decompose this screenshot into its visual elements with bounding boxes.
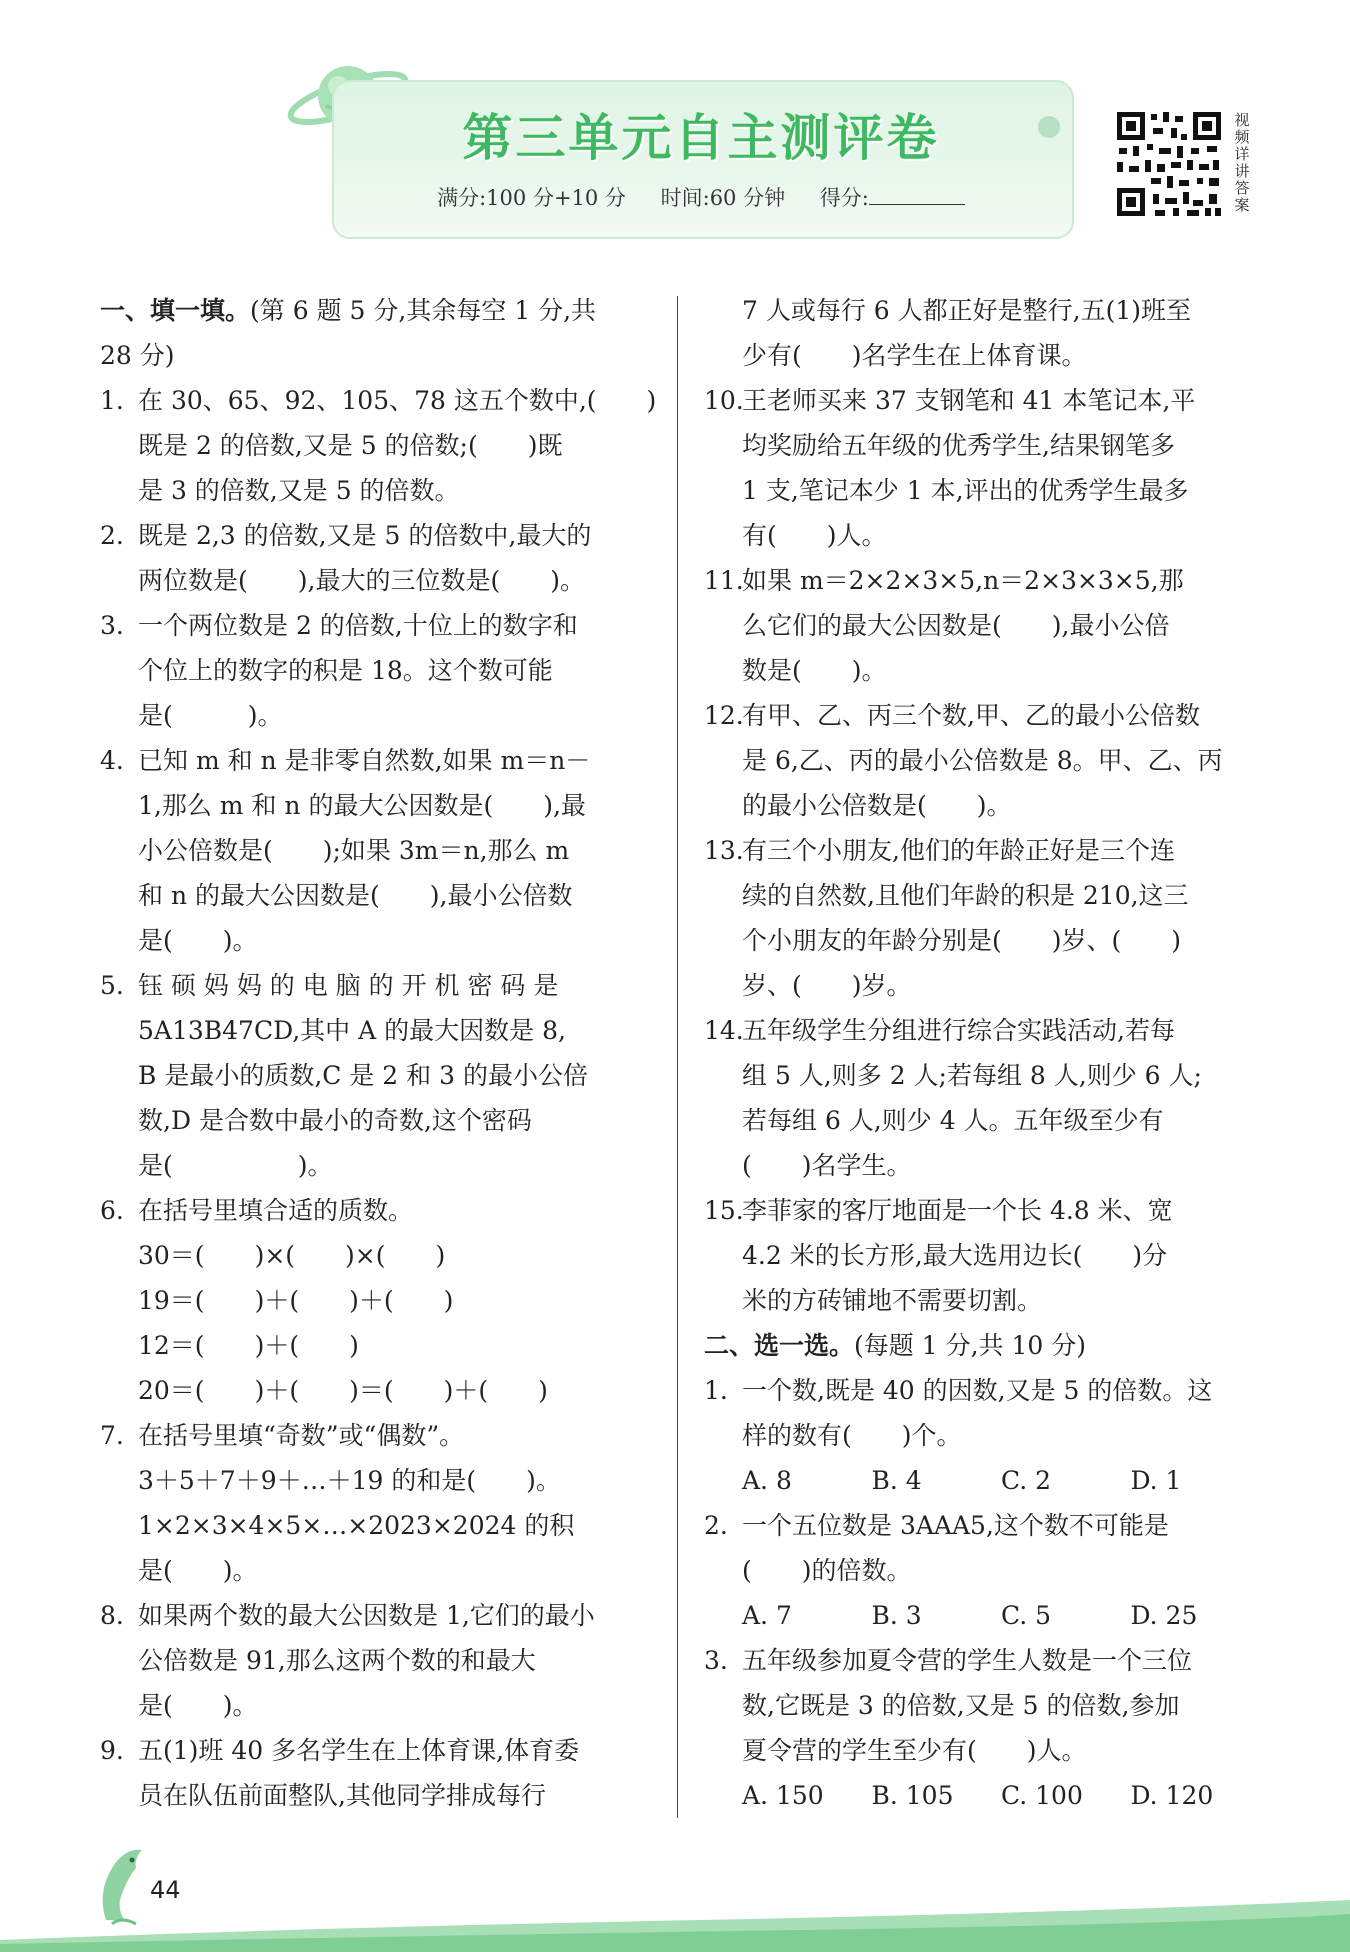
question-6 [100, 1188, 656, 1413]
question-text: 王老师买来 37 支钢笔和 41 本笔记本,平 [742, 386, 1196, 415]
question-number: 15. [704, 1196, 744, 1225]
section-1-note: (第 6 题 5 分,其余每空 1 分,共 [250, 296, 597, 325]
question-10 [704, 378, 1260, 558]
question-text: 1,那么 m 和 n 的最大公因数是( ),最 [138, 791, 586, 820]
question-text: 在括号里填“奇数”或“偶数”。 [138, 1421, 465, 1450]
question-number: 3. [100, 611, 124, 640]
question-text: 个位上的数字的积是 18。这个数可能 [138, 656, 553, 685]
question-text: 夏令营的学生至少有( )人。 [742, 1736, 1087, 1765]
question-text: 若每组 6 人,则少 4 人。五年级至少有 [742, 1106, 1164, 1135]
option-c[interactable]: C. 2 [1001, 1466, 1052, 1495]
score-label: 得分: [819, 186, 869, 210]
question-text: 4.2 米的长方形,最大选用边长( )分 [742, 1241, 1168, 1270]
question-text: 有三个小朋友,他们的年龄正好是三个连 [742, 836, 1175, 865]
question-9-cont: 少有( )名学生在上体育课。 [742, 341, 1087, 370]
question-text: 既是 2,3 的倍数,又是 5 的倍数中,最大的 [138, 521, 592, 550]
question-text: ( )名学生。 [742, 1151, 912, 1180]
option-b[interactable]: B. 3 [871, 1601, 922, 1630]
question-number: 13. [704, 836, 744, 865]
question-14 [704, 1008, 1260, 1188]
option-c[interactable]: C. 5 [1001, 1601, 1052, 1630]
question-text: 有甲、乙、丙三个数,甲、乙的最小公倍数 [742, 701, 1200, 730]
question-13 [704, 828, 1260, 1008]
question-number: 5. [100, 971, 124, 1000]
question-text: 1 支,笔记本少 1 本,评出的优秀学生最多 [742, 476, 1189, 505]
option-d[interactable]: D. 120 [1130, 1781, 1214, 1810]
question-text: 一个两位数是 2 的倍数,十位上的数字和 [138, 611, 578, 640]
question-text: 米的方砖铺地不需要切割。 [742, 1286, 1043, 1315]
section-1-note-cont: 28 分) [100, 341, 175, 370]
question-text: 续的自然数,且他们年龄的积是 210,这三 [742, 881, 1189, 910]
choice-options [704, 1593, 1260, 1638]
score-blank [869, 186, 965, 205]
question-text: 是( )。 [138, 1151, 333, 1180]
question-text: 和 n 的最大公因数是( ),最小公倍数 [138, 881, 573, 910]
full-score-label: 满分:100 分+10 分 [437, 186, 626, 210]
score-field [820, 186, 965, 210]
question-number: 7. [100, 1421, 124, 1450]
question-text: 如果两个数的最大公因数是 1,它们的最小 [138, 1601, 595, 1630]
question-text: B 是最小的质数,C 是 2 和 3 的最小公倍 [138, 1061, 588, 1090]
question-number: 10. [704, 386, 744, 415]
question-text: 么它们的最大公因数是( ),最小公倍 [742, 611, 1170, 640]
question-text: 两位数是( ),最大的三位数是( )。 [138, 566, 585, 595]
equation-line: 30＝( )×( )×( ) [138, 1241, 446, 1270]
option-a[interactable]: A. 7 [742, 1601, 792, 1630]
dolphin-icon [86, 1840, 156, 1930]
question-number: 3. [704, 1646, 728, 1675]
question-text: 小公倍数是( );如果 3m＝n,那么 m [138, 836, 570, 865]
question-number: 1. [704, 1376, 728, 1405]
choice-options [704, 1773, 1260, 1818]
choice-question-1 [704, 1368, 1260, 1458]
question-text: 五年级参加夏令营的学生人数是一个三位 [742, 1646, 1193, 1675]
question-text: 组 5 人,则多 2 人;若每组 8 人,则少 6 人; [742, 1061, 1202, 1090]
question-text: 已知 m 和 n 是非零自然数,如果 m＝n－ [138, 746, 591, 775]
question-text: 样的数有( )个。 [742, 1421, 962, 1450]
question-text: 既是 2 的倍数,又是 5 的倍数;( )既 [138, 431, 563, 460]
option-d[interactable]: D. 25 [1130, 1601, 1198, 1630]
question-text: 均奖励给五年级的优秀学生,结果钢笔多 [742, 431, 1175, 460]
option-c[interactable]: C. 100 [1001, 1781, 1083, 1810]
question-text: 是( )。 [138, 1691, 258, 1720]
question-15 [704, 1188, 1260, 1323]
question-text: 一个数,既是 40 的因数,又是 5 的倍数。这 [742, 1376, 1213, 1405]
exam-meta [332, 182, 1070, 212]
qr-code-icon[interactable] [1113, 108, 1225, 220]
option-a[interactable]: A. 8 [742, 1466, 792, 1495]
page-title: 第三单元自主测评卷 [462, 109, 940, 167]
choice-options [704, 1458, 1260, 1503]
question-text: 如果 m＝2×2×3×5,n＝2×3×3×5,那 [742, 566, 1184, 595]
question-text: 数是( )。 [742, 656, 887, 685]
question-number: 9. [100, 1736, 124, 1765]
question-text: 的最小公倍数是( )。 [742, 791, 1012, 820]
question-text: 岁、( )岁。 [742, 971, 912, 1000]
section-2-note: (每题 1 分,共 10 分) [854, 1331, 1086, 1360]
option-d[interactable]: D. 1 [1130, 1466, 1182, 1495]
section-2-heading [704, 1323, 1260, 1368]
choice-question-3 [704, 1638, 1260, 1773]
equation-line: 是( )。 [138, 1556, 258, 1585]
question-number: 11. [704, 566, 744, 595]
question-2 [100, 513, 656, 603]
question-3 [100, 603, 656, 738]
question-number: 4. [100, 746, 124, 775]
question-text: 个小朋友的年龄分别是( )岁、( ) [742, 926, 1182, 955]
equation-line: 3＋5＋7＋9＋…＋19 的和是( )。 [138, 1466, 561, 1495]
question-12 [704, 693, 1260, 828]
choice-question-2 [704, 1503, 1260, 1593]
question-text: 五年级学生分组进行综合实践活动,若每 [742, 1016, 1175, 1045]
page-number: 44 [150, 1876, 181, 1904]
question-7 [100, 1413, 656, 1593]
question-9-cont: 7 人或每行 6 人都正好是整行,五(1)班至 [742, 296, 1192, 325]
question-text: 钰 硕 妈 妈 的 电 脑 的 开 机 密 码 是 [138, 971, 559, 1000]
qr-caption: 视频详讲答案 [1234, 111, 1250, 214]
question-9 [100, 1728, 656, 1818]
section-1-heading [100, 288, 656, 333]
right-column [704, 288, 1260, 1818]
question-text: 数,它既是 3 的倍数,又是 5 的倍数,参加 [742, 1691, 1180, 1720]
question-number: 12. [704, 701, 744, 730]
question-text: 有( )人。 [742, 521, 887, 550]
equation-line: 20＝( )＋( )＝( )＋( ) [138, 1376, 548, 1405]
question-text: 是 3 的倍数,又是 5 的倍数。 [138, 476, 460, 505]
question-number: 2. [704, 1511, 728, 1540]
question-8 [100, 1593, 656, 1728]
question-number: 6. [100, 1196, 124, 1225]
question-number: 14. [704, 1016, 744, 1045]
question-4 [100, 738, 656, 963]
question-text: 是( )。 [138, 926, 258, 955]
question-text: 五(1)班 40 多名学生在上体育课,体育委 [138, 1736, 580, 1765]
question-text: 公倍数是 91,那么这两个数的和最大 [138, 1646, 536, 1675]
equation-line: 12＝( )＋( ) [138, 1331, 359, 1360]
question-text: 是 6,乙、丙的最小公倍数是 8。甲、乙、丙 [742, 746, 1223, 775]
equation-line: 1×2×3×4×5×…×2023×2024 的积 [138, 1511, 575, 1540]
question-number: 1. [100, 386, 124, 415]
question-text: 是( )。 [138, 701, 283, 730]
question-text: 员在队伍前面整队,其他同学排成每行 [138, 1781, 546, 1810]
question-text: 在括号里填合适的质数。 [138, 1196, 414, 1225]
question-text: 一个五位数是 3AAA5,这个数不可能是 [742, 1511, 1169, 1540]
column-divider [677, 296, 678, 1818]
question-1 [100, 378, 656, 513]
question-number: 2. [100, 521, 124, 550]
question-5 [100, 963, 656, 1188]
time-label: 时间:60 分钟 [660, 186, 786, 210]
question-text: 李菲家的客厅地面是一个长 4.8 米、宽 [742, 1196, 1173, 1225]
question-text: 5A13B47CD,其中 A 的最大因数是 8, [138, 1016, 566, 1045]
question-text: 在 30、65、92、105、78 这五个数中,( ) [138, 386, 657, 415]
question-11 [704, 558, 1260, 693]
left-column [100, 288, 656, 1818]
option-b[interactable]: B. 105 [871, 1781, 954, 1810]
option-b[interactable]: B. 4 [871, 1466, 922, 1495]
section-2-title: 二、选一选。 [704, 1331, 855, 1360]
footer-wave [0, 1870, 1350, 1952]
option-a[interactable]: A. 150 [742, 1781, 824, 1810]
equation-line: 19＝( )＋( )＋( ) [138, 1286, 454, 1315]
question-text: 数,D 是合数中最小的奇数,这个密码 [138, 1106, 532, 1135]
section-1-title: 一、填一填。 [100, 296, 251, 325]
question-number: 8. [100, 1601, 124, 1630]
question-text: ( )的倍数。 [742, 1556, 912, 1585]
